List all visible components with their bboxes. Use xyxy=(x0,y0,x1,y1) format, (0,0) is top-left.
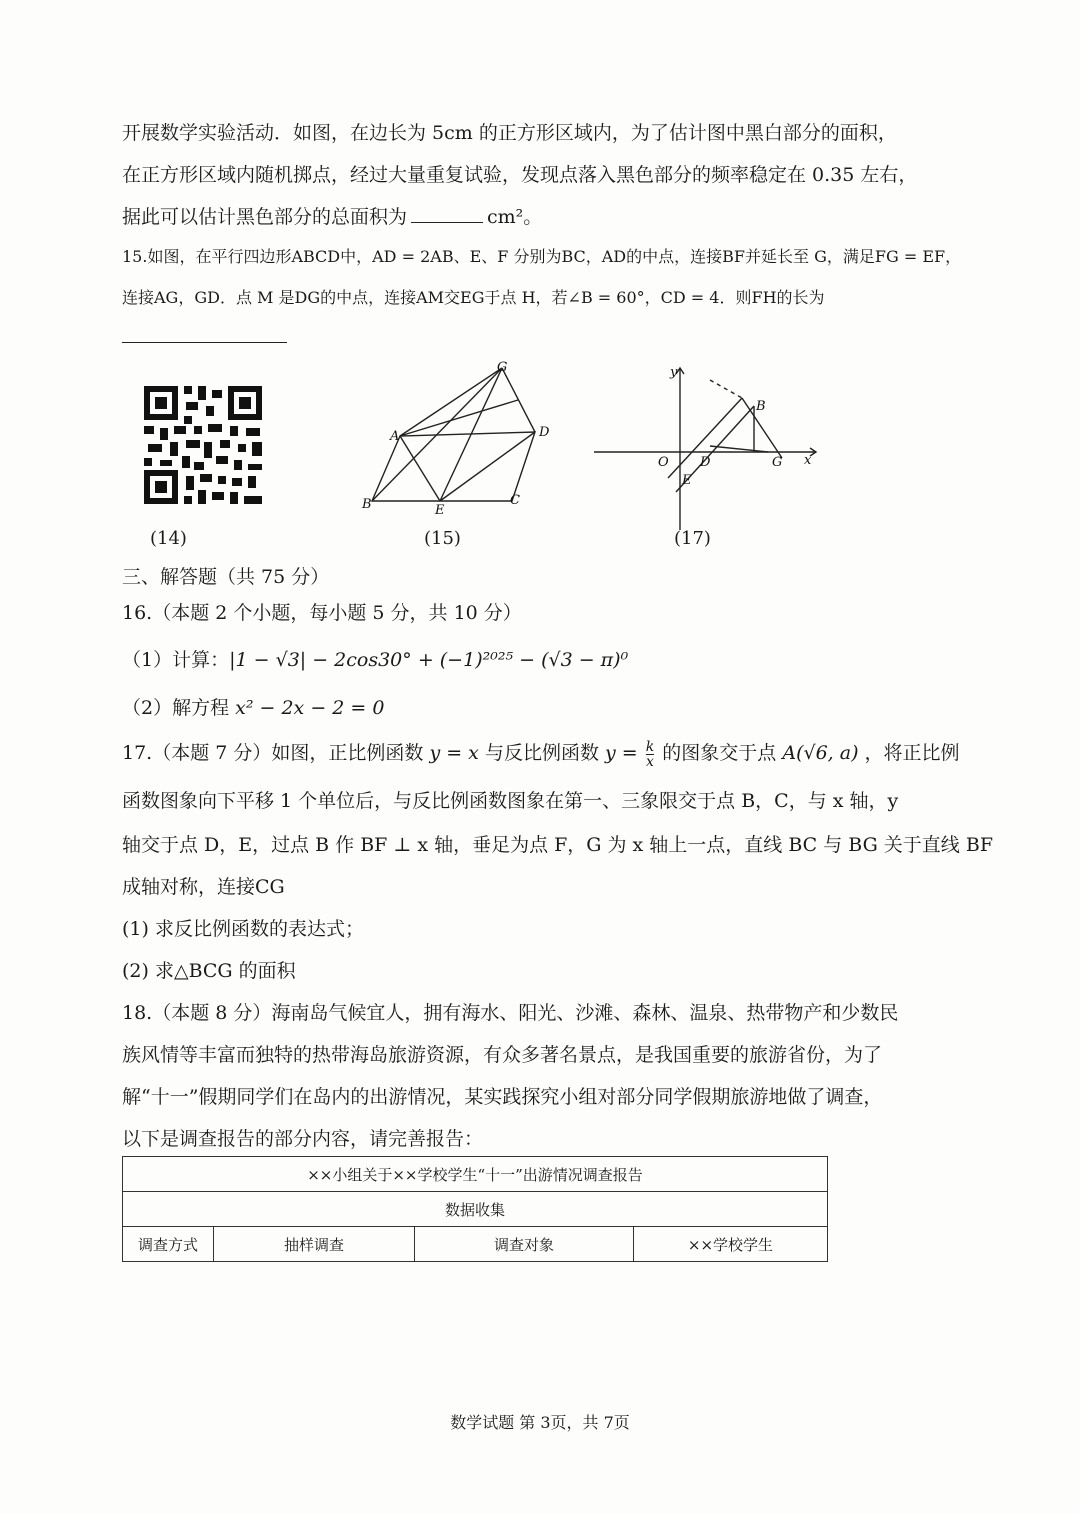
q17-sub-1: (1) 求反比例函数的表达式； xyxy=(122,918,364,940)
q17-fraction xyxy=(646,740,654,769)
q17-inverse-function-lhs: y = xyxy=(605,742,638,764)
q18-line-2: 族风情等丰富而独特的热带海岛旅游资源，有众多著名景点，是我国重要的旅游省份，为了 xyxy=(122,1044,883,1066)
report-cell-subject-label: 调查对象 xyxy=(415,1227,634,1262)
parallelogram-figure xyxy=(360,358,560,518)
q17-line-1-intro: 17.（本题 7 分）如图，正比例函数 xyxy=(122,742,424,764)
q14-line-3-text: 据此可以估计黑色部分的总面积为 xyxy=(122,206,408,228)
q14-line-2: 在正方形区域内随机掷点，经过大量重复试验，发现点落入黑色部分的频率稳定在 0.35 左右， xyxy=(122,164,918,186)
fig15-caption: (15) xyxy=(424,528,461,549)
q17-line-1-end: ，将正比例 xyxy=(864,742,960,764)
q15-line-1: 15.如图，在平行四边形ABCD中，AD = 2AB、E、F 分别为BC，AD的中点，连接BF并延长至 G，满足FG = EF， xyxy=(122,247,962,266)
q16-part-1 xyxy=(122,645,628,672)
q17-sub-2: (2) 求△BCG 的面积 xyxy=(122,960,296,982)
q17-point-a: A(√6, a) xyxy=(782,742,859,764)
fig17-label-x: x xyxy=(804,453,812,468)
fig15-label-g: G xyxy=(497,360,508,375)
report-cell-method-value: 抽样调查 xyxy=(214,1227,415,1262)
report-section: 数据收集 xyxy=(123,1192,828,1227)
q16-part-1-expression: |1 − √3| − 2cos30° + (−1)²⁰²⁵ − (√3 − π)⁰ xyxy=(229,649,629,671)
fig17-label-y: y xyxy=(670,365,678,380)
q14-line-1: 开展数学实验活动．如图，在边长为 5cm 的正方形区域内，为了估计图中黑白部分的面积， xyxy=(122,122,897,144)
fig15-label-b: B xyxy=(362,497,372,512)
q15-answer-line xyxy=(122,342,287,343)
q17-line-2: 函数图象向下平移 1 个单位后，与反比例函数图象在第一、三象限交于点 B，C，与 x 轴，y xyxy=(122,790,899,812)
q17-fraction-denominator: x xyxy=(646,753,654,770)
q16-part-2-label: （2）解方程 xyxy=(122,697,230,719)
fig17-label-d: D xyxy=(700,455,711,470)
q17-line-1 xyxy=(122,738,960,769)
fig15-label-c: C xyxy=(510,493,520,508)
q16-heading: 16.（本题 2 个小题，每小题 5 分，共 10 分） xyxy=(122,602,522,624)
q18-line-1: 18.（本题 8 分）海南岛气候宜人，拥有海水、阳光、沙滩、森林、温泉、热带物产和少数民 xyxy=(122,1002,899,1024)
answer-blank xyxy=(411,221,483,223)
function-graph-figure xyxy=(592,362,822,534)
q16-part-2 xyxy=(122,693,384,720)
q17-line-3: 轴交于点 D，E，过点 B 作 BF ⊥ x 轴，垂足为点 F，G 为 x 轴上一点，直线 BC 与 BG 关于直线 BF xyxy=(122,834,993,856)
fig17-label-b: B xyxy=(756,399,766,414)
report-cell-subject-value: ××学校学生 xyxy=(634,1227,828,1262)
report-title: ××小组关于××学校学生“十一”出游情况调查报告 xyxy=(123,1157,828,1192)
fig17-label-o: O xyxy=(658,455,669,470)
qr-code-image xyxy=(140,382,266,508)
q17-line-4: 成轴对称，连接CG xyxy=(122,876,285,898)
q14-line-3 xyxy=(122,202,542,229)
q17-line-1-mid: 与反比例函数 xyxy=(484,742,599,764)
fig17-label-g: G xyxy=(772,455,783,470)
fig14-caption: (14) xyxy=(150,528,187,549)
survey-report-table xyxy=(122,1156,828,1262)
fig17-label-e: E xyxy=(682,473,692,488)
q17-linear-function: y = x xyxy=(429,742,479,764)
q18-line-3: 解“十一”假期同学们在岛内的出游情况，某实践探究小组对部分同学假期旅游地做了调查， xyxy=(122,1086,883,1108)
report-cell-method-label: 调查方式 xyxy=(123,1227,214,1262)
q16-part-2-equation: x² − 2x − 2 = 0 xyxy=(235,697,385,719)
q17-line-1-cont: 的图象交于点 xyxy=(662,742,777,764)
q16-part-1-label: （1）计算： xyxy=(122,649,230,671)
fig17-caption: (17) xyxy=(674,528,711,549)
fig15-label-e: E xyxy=(435,503,445,518)
q18-line-4: 以下是调查报告的部分内容，请完善报告： xyxy=(122,1128,484,1150)
page-footer: 数学试题 第 3页，共 7页 xyxy=(450,1413,630,1432)
q14-unit: cm²。 xyxy=(487,206,543,228)
fig15-label-a: A xyxy=(390,429,400,444)
q15-line-2: 连接AG，GD．点 M 是DG的中点，连接AM交EG于点 H，若∠B = 60°，CD = 4．则FH的长为 xyxy=(122,288,825,307)
q17-fraction-numerator: k xyxy=(645,738,655,755)
section-3-heading: 三、解答题（共 75 分） xyxy=(122,566,330,588)
fig15-label-d: D xyxy=(539,425,550,440)
